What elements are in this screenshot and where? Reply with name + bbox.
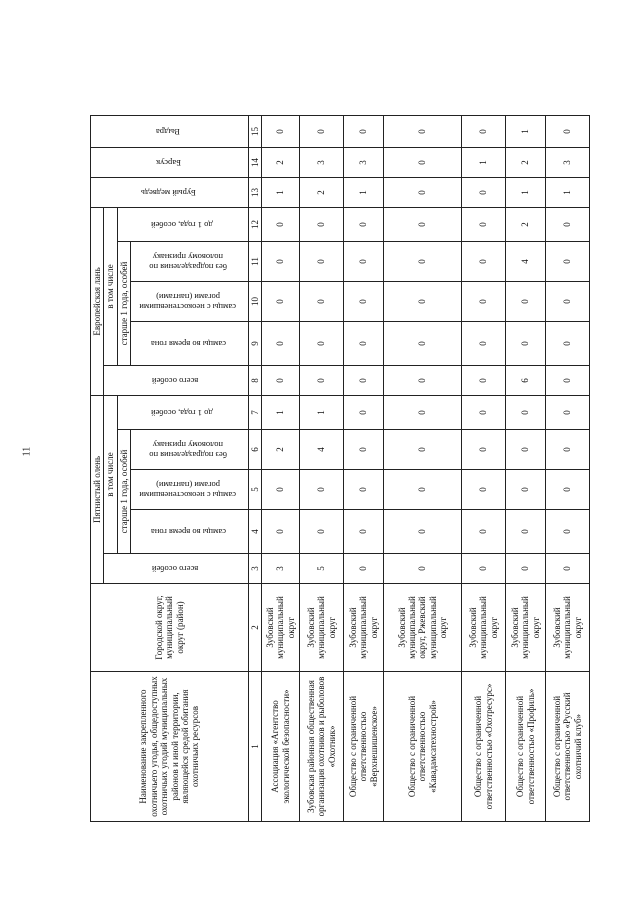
header-older-1: старше 1 года, особей (117, 430, 130, 554)
count-cell: 1 (300, 395, 344, 429)
col-index: 11 (249, 241, 262, 281)
table-row (344, 115, 384, 821)
count-cell: 0 (462, 365, 506, 395)
count-cell: 3 (262, 554, 300, 584)
count-cell: 2 (506, 147, 546, 177)
count-cell: 1 (462, 147, 506, 177)
count-cell: 0 (384, 241, 462, 281)
count-cell: 0 (262, 365, 300, 395)
count-cell: 0 (262, 115, 300, 147)
rotated-table-wrapper (90, 126, 583, 822)
count-cell: 0 (384, 321, 462, 365)
header-incl-2: в том числе (104, 207, 117, 365)
count-cell: 0 (384, 470, 462, 510)
count-cell: 0 (344, 115, 384, 147)
count-cell: 0 (506, 395, 546, 429)
count-cell: 0 (344, 321, 384, 365)
col-index: 10 (249, 281, 262, 321)
col-index: 3 (249, 554, 262, 584)
header-young-2: до 1 года, особей (117, 207, 248, 241)
table-row (384, 115, 462, 821)
count-cell: 4 (506, 241, 546, 281)
count-cell: 0 (262, 470, 300, 510)
count-cell: 0 (262, 207, 300, 241)
col-index: 8 (249, 365, 262, 395)
count-cell: 0 (300, 207, 344, 241)
count-cell: 0 (344, 281, 384, 321)
table-row (300, 115, 344, 821)
col-index: 15 (249, 115, 262, 147)
count-cell: 0 (546, 470, 590, 510)
count-cell: 0 (262, 281, 300, 321)
count-cell: 0 (344, 207, 384, 241)
header-hunted-1: самцы во время гона (131, 510, 249, 554)
territory-name: Общество с ограниченной ответственностью «Охотресурс» (462, 672, 506, 822)
count-cell: 0 (384, 147, 462, 177)
count-cell: 3 (546, 147, 590, 177)
count-cell: 0 (384, 281, 462, 321)
col-index: 4 (249, 510, 262, 554)
count-cell: 0 (384, 365, 462, 395)
count-cell: 0 (300, 470, 344, 510)
header-spotted-deer: Пятнистый олень (91, 395, 104, 583)
count-cell: 0 (300, 321, 344, 365)
count-cell: 0 (462, 115, 506, 147)
table-row (462, 115, 506, 821)
count-cell: 2 (262, 430, 300, 470)
header-older-2: старше 1 года, особей (117, 241, 130, 365)
count-cell: 3 (300, 147, 344, 177)
count-cell: 2 (300, 177, 344, 207)
count-cell: 0 (462, 207, 506, 241)
count-cell: 0 (300, 510, 344, 554)
district-name: Зубовский муниципальный округ (344, 584, 384, 672)
column-index-row (249, 115, 262, 821)
district-name: Зубовский муниципальный округ (462, 584, 506, 672)
header-district: Городской округ, муниципальный округ (район) (91, 584, 249, 672)
territory-name: Зубовская районная общественная организация охотников и рыболовов «Охотник» (300, 672, 344, 822)
count-cell: 1 (506, 115, 546, 147)
count-cell: 0 (384, 510, 462, 554)
header-territory: Наименование закрепленного охотничьего угодья, общедоступных охотничьих угодий муниципальных районов и иной территории, являющейся средой обитания охотничьих ресурсов (91, 672, 249, 822)
hunting-resources-table (90, 115, 590, 822)
header-total-1: всего особей (104, 554, 249, 584)
col-index: 12 (249, 207, 262, 241)
count-cell: 0 (344, 395, 384, 429)
count-cell: 0 (546, 395, 590, 429)
count-cell: 0 (546, 281, 590, 321)
header-young-1: до 1 года, особей (117, 395, 248, 429)
count-cell: 0 (384, 554, 462, 584)
count-cell: 5 (300, 554, 344, 584)
count-cell: 6 (506, 365, 546, 395)
header-otter: Выдра (91, 115, 249, 147)
col-index: 14 (249, 147, 262, 177)
count-cell: 0 (300, 241, 344, 281)
header-anysex-2: без подразделения по половому признаку (131, 241, 249, 281)
count-cell: 0 (262, 241, 300, 281)
count-cell: 0 (506, 510, 546, 554)
count-cell: 2 (262, 147, 300, 177)
count-cell: 0 (546, 321, 590, 365)
count-cell: 0 (506, 430, 546, 470)
count-cell: 0 (546, 430, 590, 470)
territory-name: Ассоциация «Агентство экологической безопасности» (262, 672, 300, 822)
district-name: Зубовский муниципальный округ (546, 584, 590, 672)
header-antlers-1: самцы с неокостеневшими рогами (пантами) (131, 470, 249, 510)
count-cell: 0 (546, 365, 590, 395)
header-fallow-deer: Европейская лань (91, 207, 104, 395)
col-index: 7 (249, 395, 262, 429)
count-cell: 3 (344, 147, 384, 177)
col-index: 1 (249, 672, 262, 822)
count-cell: 1 (262, 395, 300, 429)
count-cell: 0 (462, 281, 506, 321)
count-cell: 0 (506, 470, 546, 510)
district-name: Зубовский муниципальный округ, Ржевский муниципальный округ (384, 584, 462, 672)
count-cell: 0 (344, 430, 384, 470)
col-index: 13 (249, 177, 262, 207)
count-cell: 0 (300, 115, 344, 147)
count-cell: 0 (384, 430, 462, 470)
count-cell: 0 (506, 554, 546, 584)
table-row (546, 115, 590, 821)
col-index: 2 (249, 584, 262, 672)
count-cell: 0 (462, 395, 506, 429)
territory-name: Общество с ограниченной ответственностью «Русский охотничий клуб» (546, 672, 590, 822)
territory-name: Общество с ограниченной ответственностью «Верхнешишенское» (344, 672, 384, 822)
count-cell: 0 (546, 554, 590, 584)
col-index: 6 (249, 430, 262, 470)
count-cell: 0 (384, 115, 462, 147)
count-cell: 0 (506, 321, 546, 365)
col-index: 5 (249, 470, 262, 510)
count-cell: 1 (546, 177, 590, 207)
count-cell: 0 (546, 241, 590, 281)
header-hunted-2: самцы во время гона (131, 321, 249, 365)
page-number: 11 (21, 446, 33, 457)
count-cell: 0 (506, 281, 546, 321)
count-cell: 0 (384, 395, 462, 429)
count-cell: 0 (344, 365, 384, 395)
count-cell: 0 (344, 470, 384, 510)
table-row (506, 115, 546, 821)
count-cell: 1 (262, 177, 300, 207)
table-body (262, 115, 590, 821)
territory-name: Общество с ограниченной ответственностью «Кавадамсатехнострой» (384, 672, 462, 822)
count-cell: 0 (462, 430, 506, 470)
territory-name: Общество с ограниченной ответственностью «Профиль» (506, 672, 546, 822)
count-cell: 0 (344, 554, 384, 584)
col-index: 9 (249, 321, 262, 365)
count-cell: 0 (546, 510, 590, 554)
count-cell: 0 (384, 177, 462, 207)
header-anysex-1: без подразделения по половому признаку (131, 430, 249, 470)
count-cell: 0 (462, 241, 506, 281)
header-antlers-2: самцы с неокостеневшими рогами (пантами) (131, 281, 249, 321)
header-incl-1: в том числе (104, 395, 117, 553)
header-bear: Бурый медведь (91, 177, 249, 207)
count-cell: 1 (344, 177, 384, 207)
count-cell: 0 (300, 365, 344, 395)
district-name: Зубовский муниципальный округ (506, 584, 546, 672)
count-cell: 0 (384, 207, 462, 241)
count-cell: 0 (262, 321, 300, 365)
count-cell: 0 (462, 177, 506, 207)
count-cell: 0 (546, 207, 590, 241)
count-cell: 2 (506, 207, 546, 241)
count-cell: 0 (344, 241, 384, 281)
count-cell: 0 (262, 510, 300, 554)
count-cell: 0 (546, 115, 590, 147)
count-cell: 1 (506, 177, 546, 207)
count-cell: 0 (300, 281, 344, 321)
header-badger: Барсук (91, 147, 249, 177)
header-total-2: всего особей (104, 365, 249, 395)
count-cell: 0 (462, 510, 506, 554)
count-cell: 0 (462, 470, 506, 510)
district-name: Зубовский муниципальный округ (262, 584, 300, 672)
table-row (262, 115, 300, 821)
count-cell: 0 (462, 321, 506, 365)
count-cell: 0 (344, 510, 384, 554)
count-cell: 0 (462, 554, 506, 584)
district-name: Зубовский муниципальный округ (300, 584, 344, 672)
count-cell: 4 (300, 430, 344, 470)
